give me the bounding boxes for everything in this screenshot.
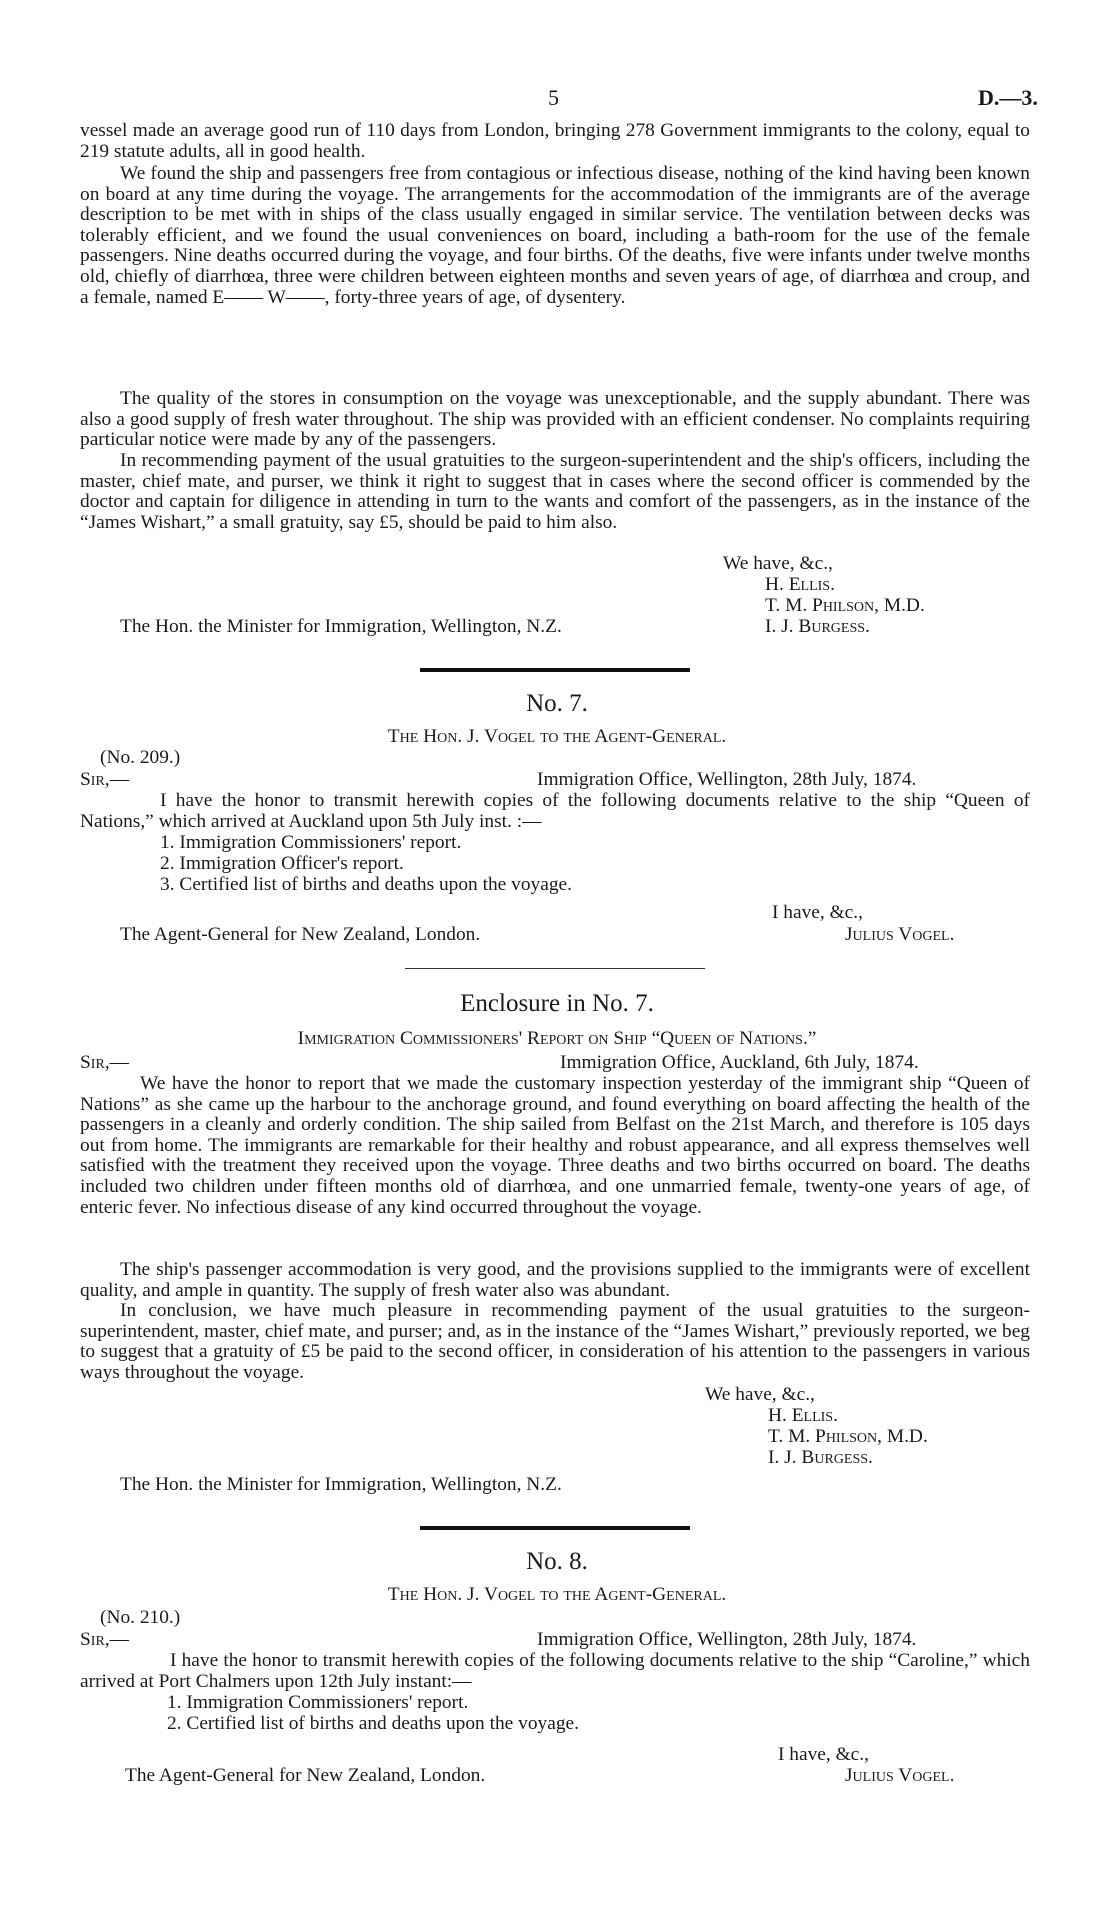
list-item: 1. Immigration Commissioners' report.	[167, 1692, 469, 1713]
report-paragraph: In recommending payment of the usual gratuities to the surgeon-superintendent and the ship's officers, including the master, chief mate, and purser, we think it right to suggest that in cases where the second officer is commended by the doctor and captain for diligence in attending in turn to the wants and comfort of the passengers, as in the instance of the “James Wishart,” a small gratuity, say £5, should be paid to him also.	[80, 450, 1030, 533]
section-title: Enclosure in No. 7.	[460, 990, 654, 1017]
signatory: T. M. Philson, M.D.	[768, 1426, 928, 1447]
signatory: H. Ellis.	[765, 574, 835, 595]
page-number: 5	[548, 85, 559, 110]
closing: We have, &c.,	[723, 553, 833, 574]
salutation: Sir,—	[80, 769, 130, 790]
place-date: Immigration Office, Wellington, 28th July, 1874.	[537, 1629, 917, 1650]
list-item: 3. Certified list of births and deaths upon the voyage.	[160, 874, 572, 895]
report-paragraph: The quality of the stores in consumption on the voyage was unexceptionable, and the supply abundant. There was also a good supply of fresh water throughout. The ship was provided with an efficient condenser. No complaints requiring particular notice were made by any of the passengers.	[80, 388, 1030, 451]
list-item: 1. Immigration Commissioners' report.	[160, 832, 462, 853]
salutation: Sir,—	[80, 1052, 130, 1073]
letter-body: I have the honor to transmit herewith copies of the following documents relative to the ship “Queen of Nations,” which arrived at Auckland upon 5th July inst. :—	[80, 790, 1030, 832]
section-divider	[405, 968, 705, 969]
report-paragraph: In conclusion, we have much pleasure in recommending payment of the usual gratuities to the surgeon-superintendent, master, chief mate, and purser; and, as in the instance of the “James Wishart,” previously reported, we beg to suggest that a gratuity of £5 be paid to the second officer, in consideration of his attention to the passengers in various ways throughout the voyage.	[80, 1300, 1030, 1383]
section-divider	[420, 1526, 690, 1530]
signatory: I. J. Burgess.	[765, 616, 870, 637]
list-item: 2. Certified list of births and deaths upon the voyage.	[167, 1713, 579, 1734]
addressee: The Agent-General for New Zealand, London.	[120, 924, 481, 945]
letter-reference: (No. 210.)	[100, 1607, 181, 1628]
signatory: H. Ellis.	[768, 1405, 838, 1426]
letter-body: I have the honor to transmit herewith copies of the following documents relative to the ship “Caroline,” which arrived at Port Chalmers upon 12th July instant:—	[80, 1650, 1030, 1692]
signature: Julius Vogel.	[845, 924, 955, 945]
signature: Julius Vogel.	[845, 1765, 955, 1786]
list-item: 2. Immigration Officer's report.	[160, 853, 404, 874]
section-divider	[420, 668, 690, 672]
enclosure-subtitle: Immigration Commissioners' Report on Ship “Queen of Nations.”	[297, 1028, 817, 1049]
report-paragraph: We found the ship and passengers free from contagious or infectious disease, nothing of the kind having been known on board at any time during the voyage. The arrangements for the accommodation of the immigrants are of the average description to be met with in ships of the class usually engaged in similar service. The ventilation between decks was tolerably efficient, and we found the usual conveniences on board, including a bath-room for the use of the female passengers. Nine deaths occurred during the voyage, and four births. Of the deaths, five were infants under twelve months old, chiefly of diarrhœa, three were children between eighteen months and seven years of age, of diarrhœa and croup, and a female, named E—— W——, forty-three years of age, of dysentery.	[80, 163, 1030, 308]
addressee: The Hon. the Minister for Immigration, Wellington, N.Z.	[120, 616, 562, 637]
closing: I have, &c.,	[772, 902, 863, 923]
closing: I have, &c.,	[778, 1744, 869, 1765]
section-title: No. 7.	[526, 690, 588, 717]
place-date: Immigration Office, Wellington, 28th July, 1874.	[537, 769, 917, 790]
addressee: The Agent-General for New Zealand, London.	[125, 1765, 486, 1786]
document-reference: D.—3.	[978, 85, 1038, 110]
report-paragraph: We have the honor to report that we made the customary inspection yesterday of the immigrant ship “Queen of Nations” as she came up the harbour to the anchorage ground, and found everything on board affecting the health of the passengers in a cleanly and orderly condition. The ship sailed from Belfast on the 21st March, and therefore is 105 days out from home. The immigrants are remarkable for their healthy and robust appearance, and all express themselves well satisfied with the treatment they received upon the voyage. Three deaths and two births occurred on board. The deaths included two children under fifteen months old of diarrhœa, and one unmarried female, twenty-one years of age, of enteric fever. No infectious disease of any kind occurred throughout the voyage.	[80, 1073, 1030, 1218]
signatory: I. J. Burgess.	[768, 1447, 873, 1468]
letter-from-to: The Hon. J. Vogel to the Agent-General.	[387, 726, 727, 747]
letter-from-to: The Hon. J. Vogel to the Agent-General.	[387, 1584, 727, 1605]
report-paragraph: The ship's passenger accommodation is very good, and the provisions supplied to the immigrants were of excellent quality, and ample in quantity. The supply of fresh water also was abundant.	[80, 1259, 1030, 1301]
section-title: No. 8.	[526, 1548, 588, 1575]
salutation: Sir,—	[80, 1629, 130, 1650]
closing: We have, &c.,	[705, 1384, 815, 1405]
signatory: T. M. Philson, M.D.	[765, 595, 925, 616]
report-paragraph: vessel made an average good run of 110 days from London, bringing 278 Government immigrants to the colony, equal to 219 statute adults, all in good health.	[80, 120, 1030, 162]
addressee: The Hon. the Minister for Immigration, Wellington, N.Z.	[120, 1474, 562, 1495]
letter-reference: (No. 209.)	[100, 747, 181, 768]
place-date: Immigration Office, Auckland, 6th July, 1874.	[560, 1052, 919, 1073]
